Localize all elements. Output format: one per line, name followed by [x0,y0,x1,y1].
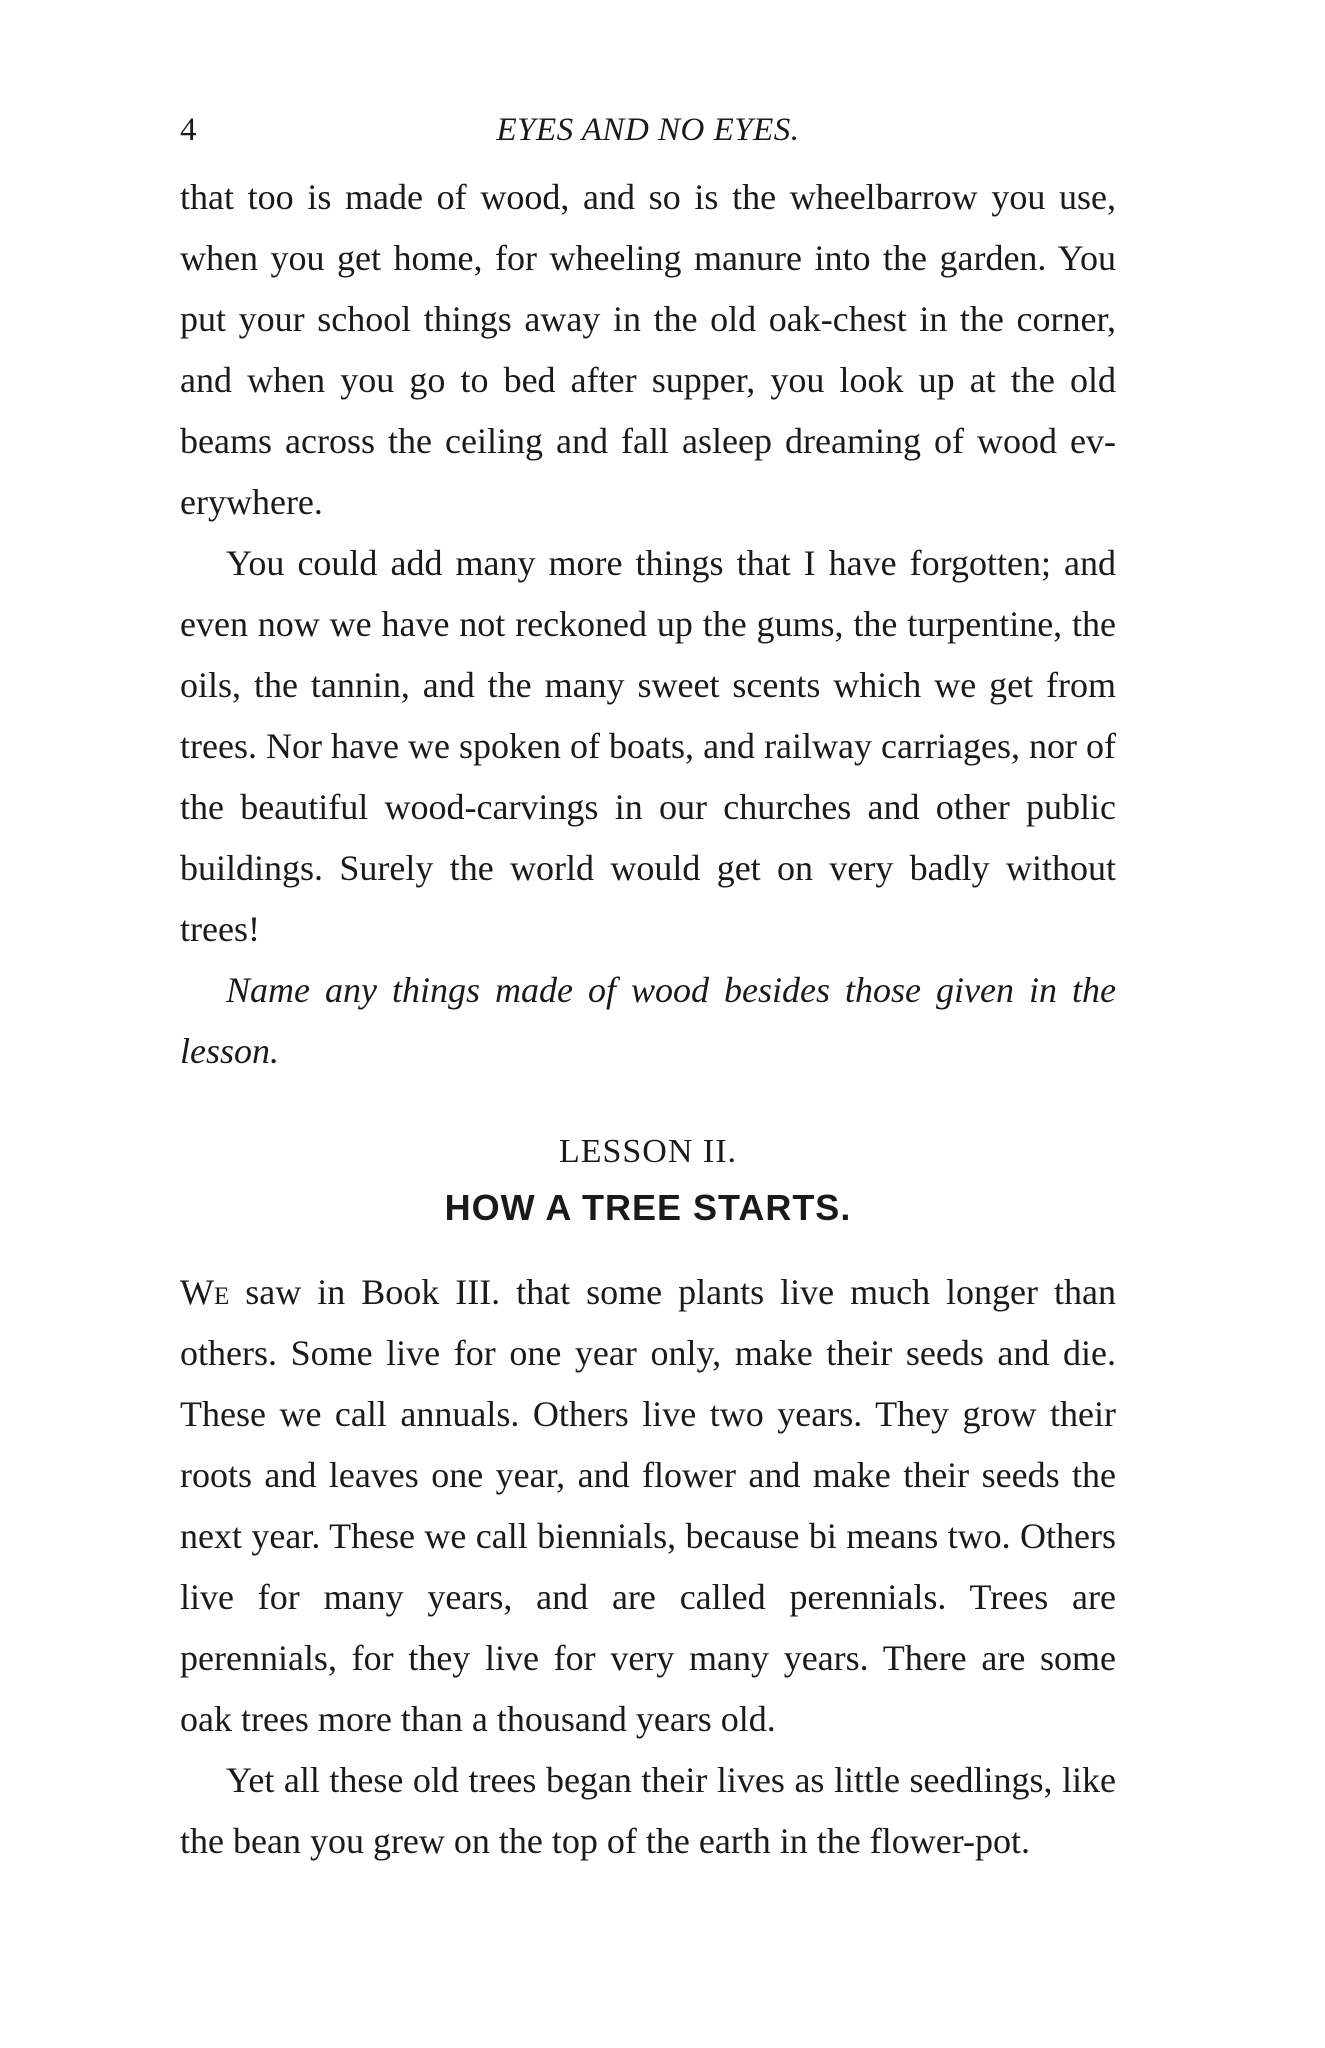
paragraph: You could add many more things that I have forgotten; and even now we have not reckoned up the gums, the turpentine, the oils, the tannin, and the many sweet scents which we get from trees. Nor have we spoken of boats, and railway carriages, nor of the beautiful wood-carvings in our churches and other public buildings. Surely the world would get on very badly without trees! [180,543,1116,949]
lesson-paragraph-text: saw in Book III. that some plants live much longer than others. Some live for one year only, make their seeds and die. These we call annuals. Others live two years. They grow their roots and leaves one year, and flower and make their seeds the next year. These we call biennials, because bi means two. Others live for many years, and are called perennials. Trees are perennials, for they live for very many years. There are some oak trees more than a thousand years old. [180,1272,1116,1739]
body-text [180,167,1116,1872]
lesson-number: LESSON II. [558,1133,738,1170]
lesson-question: Name any things made of wood besides those given in the lesson. [180,970,1116,1071]
running-head [180,108,1116,152]
lead-word: We [180,1272,230,1312]
lesson-title: HOW A TREE STARTS. [444,1187,852,1228]
lesson-paragraph: Yet all these old trees began their lives as little seedlings, like the bean you grew on the top of the earth in the flower-pot. [180,1760,1116,1861]
running-title: EYES AND NO EYES. [496,112,800,148]
paragraph-continued: that too is made of wood, and so is the wheelbarrow you use, when you get home, for wheeling manure into the garden. You put your school things away in the old oak-chest in the corner, and when you go to bed after supper, you look up at the old beams across the ceiling and fall asleep dreaming of wood everywhere. [180,177,1116,522]
lesson-paragraph [180,1262,1116,1750]
page-number: 4 [180,112,197,148]
